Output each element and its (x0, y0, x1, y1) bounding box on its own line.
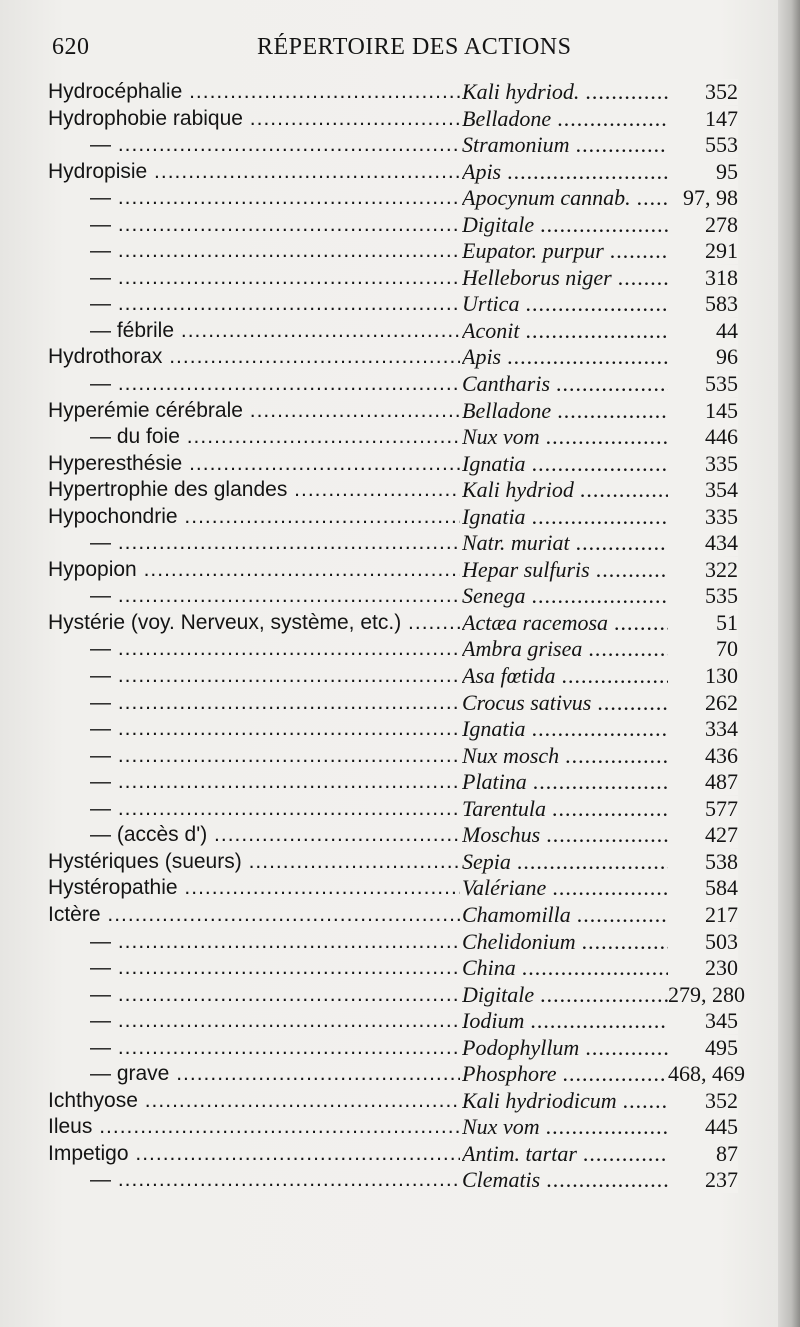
entry-page: 583 (668, 291, 738, 317)
index-list (48, 79, 745, 1194)
entry-page: 44 (668, 318, 738, 344)
entry-remedy: Moschus ..... (462, 822, 684, 848)
entry-condition: Hypertrophie des glandes ..... (48, 477, 460, 503)
entry-page: 345 (668, 1008, 738, 1034)
entry-remedy: Digitale ..... (462, 982, 684, 1008)
index-entry (48, 769, 740, 796)
entry-remedy: Asa fœtida ..... (462, 663, 684, 689)
entry-page: 278 (668, 212, 738, 238)
entry-condition: — ..... (48, 1008, 460, 1034)
index-entry (48, 1167, 740, 1194)
entry-page: 354 (668, 477, 738, 503)
entry-page: 468, 469 (668, 1061, 745, 1087)
index-entry (48, 504, 740, 531)
entry-remedy: Helleborus niger ..... (462, 265, 684, 291)
entry-remedy: Kali hydriod ..... (462, 477, 684, 503)
index-entry (48, 1008, 740, 1035)
entry-condition: Hyperémie cérébrale ..... (48, 398, 460, 424)
entry-page: 352 (668, 79, 738, 105)
entry-remedy: China ..... (462, 955, 684, 981)
entry-condition: — ..... (48, 716, 460, 742)
entry-page: 495 (668, 1035, 738, 1061)
entry-page: 535 (668, 583, 738, 609)
entry-remedy: Podophyllum ..... (462, 1035, 684, 1061)
entry-remedy: Ambra grisea ..... (462, 636, 684, 662)
index-entry (48, 159, 740, 186)
entry-condition: Hystéropathie ..... (48, 875, 460, 901)
entry-condition: Hydrophobie rabique ..... (48, 106, 460, 132)
index-entry (48, 451, 740, 478)
index-entry (48, 981, 745, 1009)
entry-condition: Impetigo ..... (48, 1141, 460, 1167)
entry-page: 318 (668, 265, 738, 291)
entry-condition: — (accès d') ..... (48, 822, 460, 848)
entry-page: 334 (668, 716, 738, 742)
entry-condition: — fébrile ..... (48, 318, 460, 344)
index-entry (48, 132, 740, 159)
entry-remedy: Apis ..... (462, 344, 684, 370)
index-entry (48, 1114, 740, 1141)
entry-remedy: Hepar sulfuris ..... (462, 557, 684, 583)
entry-page: 70 (668, 636, 738, 662)
entry-remedy: Stramonium ..... (462, 132, 684, 158)
entry-page: 147 (668, 106, 738, 132)
entry-remedy: Kali hydriod. ..... (462, 79, 684, 105)
entry-page: 434 (668, 530, 738, 556)
index-entry (48, 1061, 745, 1088)
index-entry (48, 716, 740, 743)
index-entry (48, 212, 740, 239)
index-entry (48, 875, 740, 902)
index-entry (48, 743, 740, 770)
entry-page: 279, 280 (668, 981, 745, 1007)
entry-remedy: Phosphore ..... (462, 1061, 684, 1087)
entry-condition: — ..... (48, 663, 460, 689)
entry-condition: Hystériques (sueurs) ..... (48, 849, 460, 875)
entry-condition: — ..... (48, 185, 460, 211)
entry-condition: Hydrothorax ..... (48, 344, 460, 370)
index-entry (48, 318, 740, 345)
entry-condition: — ..... (48, 796, 460, 822)
entry-page: 335 (668, 451, 738, 477)
index-entry (48, 185, 740, 212)
entry-page: 538 (668, 849, 738, 875)
index-entry (48, 690, 740, 717)
entry-page: 237 (668, 1167, 738, 1193)
index-entry (48, 1141, 740, 1168)
page-title: RÉPERTOIRE DES ACTIONS (257, 34, 572, 60)
entry-condition: Ileus ..... (48, 1114, 460, 1140)
entry-remedy: Belladone ..... (462, 398, 684, 424)
index-entry (48, 583, 740, 610)
entry-page: 427 (668, 822, 738, 848)
entry-remedy: Tarentula ..... (462, 796, 684, 822)
entry-page: 96 (668, 344, 738, 370)
entry-condition: — ..... (48, 929, 460, 955)
entry-remedy: Eupator. purpur ..... (462, 238, 684, 264)
entry-page: 291 (668, 238, 738, 264)
entry-condition: Ichthyose ..... (48, 1088, 460, 1114)
index-entry (48, 610, 740, 637)
entry-page: 51 (668, 610, 738, 636)
index-entry (48, 238, 740, 265)
entry-page: 322 (668, 557, 738, 583)
entry-page: 577 (668, 796, 738, 822)
entry-condition: — ..... (48, 1167, 460, 1193)
entry-remedy: Chelidonium ..... (462, 929, 684, 955)
entry-remedy: Cantharis ..... (462, 371, 684, 397)
entry-page: 445 (668, 1114, 738, 1140)
page-number: 620 (52, 34, 90, 60)
entry-condition: Hydrocéphalie ..... (48, 79, 460, 105)
index-entry (48, 822, 740, 849)
entry-remedy: Clematis ..... (462, 1167, 684, 1193)
entry-remedy: Apocynum cannab. ..... (462, 185, 684, 211)
entry-remedy: Aconit ..... (462, 318, 684, 344)
entry-remedy: Platina ..... (462, 769, 684, 795)
index-entry (48, 849, 740, 876)
entry-condition: — ..... (48, 955, 460, 981)
entry-remedy: Actæa racemosa ..... (462, 610, 684, 636)
entry-condition: — ..... (48, 371, 460, 397)
entry-condition: — ..... (48, 690, 460, 716)
index-entry (48, 106, 740, 133)
index-entry (48, 344, 740, 371)
index-entry (48, 398, 740, 425)
entry-remedy: Ignatia ..... (462, 716, 684, 742)
entry-page: 487 (668, 769, 738, 795)
index-entry (48, 265, 740, 292)
page-header (52, 34, 742, 68)
entry-condition: — du foie ..... (48, 424, 460, 450)
entry-condition: Hypopion ..... (48, 557, 460, 583)
entry-condition: — ..... (48, 265, 460, 291)
entry-remedy: Antim. tartar ..... (462, 1141, 684, 1167)
entry-condition: — ..... (48, 132, 460, 158)
entry-page: 145 (668, 398, 738, 424)
entry-remedy: Sepia ..... (462, 849, 684, 875)
index-entry (48, 955, 740, 982)
entry-page: 262 (668, 690, 738, 716)
entry-page: 535 (668, 371, 738, 397)
entry-condition: — ..... (48, 982, 460, 1008)
entry-page: 97, 98 (668, 185, 738, 211)
entry-remedy: Valériane ..... (462, 875, 684, 901)
entry-remedy: Digitale ..... (462, 212, 684, 238)
entry-condition: — ..... (48, 291, 460, 317)
index-entry (48, 79, 740, 106)
entry-remedy: Belladone ..... (462, 106, 684, 132)
entry-page: 95 (668, 159, 738, 185)
entry-condition: — ..... (48, 238, 460, 264)
entry-condition: — ..... (48, 1035, 460, 1061)
entry-page: 130 (668, 663, 738, 689)
entry-page: 553 (668, 132, 738, 158)
entry-page: 230 (668, 955, 738, 981)
entry-condition: — grave ..... (48, 1061, 460, 1087)
index-entry (48, 371, 740, 398)
entry-condition: Hyperesthésie ..... (48, 451, 460, 477)
entry-page: 352 (668, 1088, 738, 1114)
index-entry (48, 1035, 740, 1062)
index-entry (48, 902, 740, 929)
entry-remedy: Iodium ..... (462, 1008, 684, 1034)
index-entry (48, 636, 740, 663)
entry-condition: Ictère ..... (48, 902, 460, 928)
index-entry (48, 424, 740, 451)
entry-condition: Hypochondrie ..... (48, 504, 460, 530)
entry-remedy: Chamomilla ..... (462, 902, 684, 928)
entry-page: 335 (668, 504, 738, 530)
entry-condition: — ..... (48, 212, 460, 238)
entry-remedy: Senega ..... (462, 583, 684, 609)
entry-remedy: Ignatia ..... (462, 451, 684, 477)
entry-page: 446 (668, 424, 738, 450)
entry-remedy: Crocus sativus ..... (462, 690, 684, 716)
entry-remedy: Natr. muriat ..... (462, 530, 684, 556)
entry-page: 87 (668, 1141, 738, 1167)
index-entry (48, 477, 740, 504)
entry-condition: — ..... (48, 769, 460, 795)
entry-remedy: Ignatia ..... (462, 504, 684, 530)
index-entry (48, 291, 740, 318)
entry-remedy: Apis ..... (462, 159, 684, 185)
entry-remedy: Urtica ..... (462, 291, 684, 317)
entry-condition: Hystérie (voy. Nerveux, système, etc.) ..... (48, 610, 460, 636)
entry-page: 584 (668, 875, 738, 901)
index-entry (48, 530, 740, 557)
entry-page: 503 (668, 929, 738, 955)
index-entry (48, 796, 740, 823)
index-entry (48, 557, 740, 584)
entry-condition: — ..... (48, 530, 460, 556)
index-entry (48, 663, 740, 690)
index-entry (48, 1088, 740, 1115)
index-entry (48, 929, 740, 956)
entry-condition: — ..... (48, 636, 460, 662)
page-edge (778, 0, 800, 1327)
entry-remedy: Kali hydriodicum ..... (462, 1088, 684, 1114)
entry-page: 217 (668, 902, 738, 928)
entry-page: 436 (668, 743, 738, 769)
entry-remedy: Nux mosch ..... (462, 743, 684, 769)
entry-condition: — ..... (48, 743, 460, 769)
entry-remedy: Nux vom ..... (462, 1114, 684, 1140)
entry-condition: — ..... (48, 583, 460, 609)
entry-remedy: Nux vom ..... (462, 424, 684, 450)
entry-condition: Hydropisie ..... (48, 159, 460, 185)
